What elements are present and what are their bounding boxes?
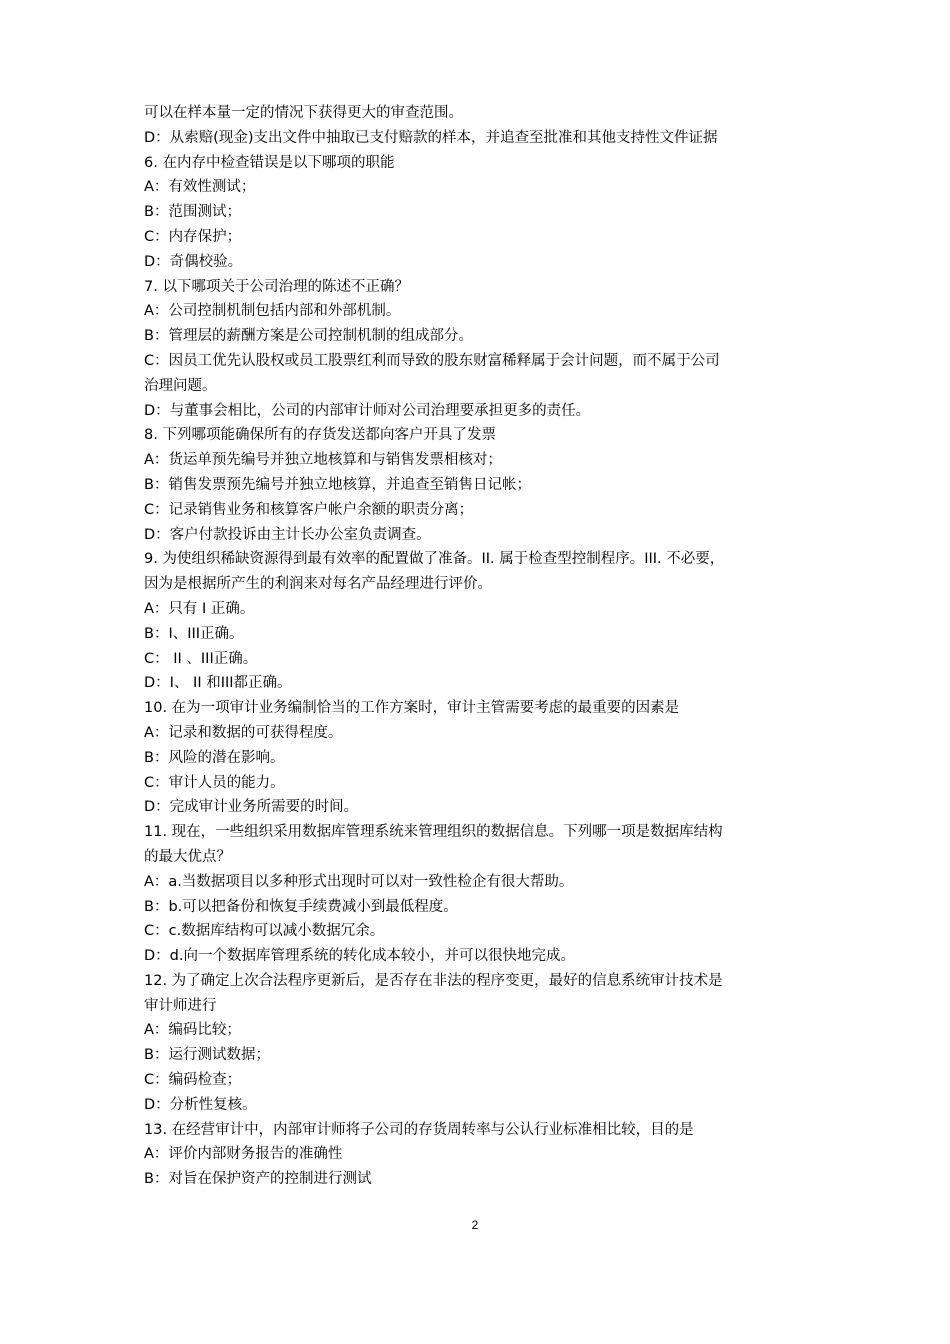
text-line: 6. 在内存中检查错误是以下哪项的职能	[144, 154, 395, 171]
text-line: 8. 下列哪项能确保所有的存货发送都向客户开具了发票	[144, 427, 496, 444]
text-line: A：只有 I 正确。	[144, 600, 255, 617]
text-line: B：对旨在保护资产的控制进行测试	[144, 1171, 372, 1188]
text-line: 9. 为使组织稀缺资源得到最有效率的配置做了准备。II. 属于检查型控制程序。III. 不必要，	[144, 551, 725, 568]
text-line: C： II 、III正确。	[144, 650, 258, 667]
text-line: A：货运单预先编号并独立地核算和与销售发票相核对；	[144, 452, 502, 469]
text-line: A：a.当数据项目以多种形式出现时可以对一致性检企有很大帮助。	[144, 873, 574, 890]
text-line: D：分析性复核。	[144, 1096, 257, 1113]
text-line: A：记录和数据的可获得程度。	[144, 724, 343, 741]
text-line: 12. 为了确定上次合法程序更新后，是否存在非法的程序变更，最好的信息系统审计技术是	[144, 972, 723, 989]
text-line: A：公司控制机制包括内部和外部机制。	[144, 303, 401, 320]
text-line: 审计师进行	[144, 997, 217, 1014]
text-line: D：奇偶校验。	[144, 253, 243, 270]
text-line: B：销售发票预先编号并独立地核算，并追查至销售日记帐；	[144, 476, 531, 493]
text-line: 的最大优点？	[144, 848, 231, 865]
text-line: A：评价内部财务报告的准确性	[144, 1146, 343, 1163]
text-line: D：与董事会相比，公司的内部审计师对公司治理要承担更多的责任。	[144, 402, 591, 419]
text-line: C：c.数据库结构可以减小数据冗余。	[144, 923, 385, 940]
text-line: B：运行测试数据；	[144, 1047, 270, 1064]
text-line: 7. 以下哪项关于公司治理的陈述不正确？	[144, 278, 409, 295]
text-line: D：客户付款投诉由主计长办公室负责调查。	[144, 526, 431, 543]
text-line: A：有效性测试；	[144, 179, 256, 196]
text-line: D：从索赔(现金)支出文件中抽取已支付赔款的样本，并追查至批准和其他支持性文件证据	[144, 129, 718, 146]
page-number: 2	[471, 1218, 479, 1232]
text-line: B：范围测试；	[144, 204, 241, 221]
text-line: B：I、III正确。	[144, 625, 244, 642]
text-line: C：内存保护；	[144, 228, 242, 245]
text-line: C：记录销售业务和核算客户帐户余额的职责分离；	[144, 501, 474, 518]
text-line: C：审计人员的能力。	[144, 774, 285, 791]
text-line: B：风险的潜在影响。	[144, 749, 285, 766]
text-line: 10. 在为一项审计业务编制恰当的工作方案时，审计主管需要考虑的最重要的因素是	[144, 700, 680, 717]
text-line: C：因员工优先认股权或员工股票红利而导致的股东财富稀释属于会计问题，而不属于公司	[144, 352, 720, 369]
text-line: B：b.可以把备份和恢复手续费减小到最低程度。	[144, 898, 458, 915]
text-line: C：编码检查；	[144, 1072, 242, 1089]
text-line: B：管理层的薪酬方案是公司控制机制的组成部分。	[144, 328, 473, 345]
text-line: D：d.向一个数据库管理系统的转化成本较小，并可以很快地完成。	[144, 948, 575, 965]
text-line: D：完成审计业务所需要的时间。	[144, 799, 359, 816]
text-line: A：编码比较；	[144, 1022, 241, 1039]
text-line: 可以在样本量一定的情况下获得更大的审查范围。	[144, 105, 463, 121]
text-line: D：I、 II 和III都正确。	[144, 675, 292, 692]
text-line: 11. 现在，一些组织采用数据库管理系统来管理组织的数据信息。下列哪一项是数据库结构	[144, 824, 723, 841]
page-body	[144, 101, 824, 1192]
text-line: 因为是根据所产生的利润来对每名产品经理进行评价。	[144, 576, 492, 593]
text-line: 13. 在经营审计中，内部审计师将子公司的存货周转率与公认行业标准相比较，目的是	[144, 1121, 694, 1138]
text-line: 治理问题。	[144, 377, 217, 394]
